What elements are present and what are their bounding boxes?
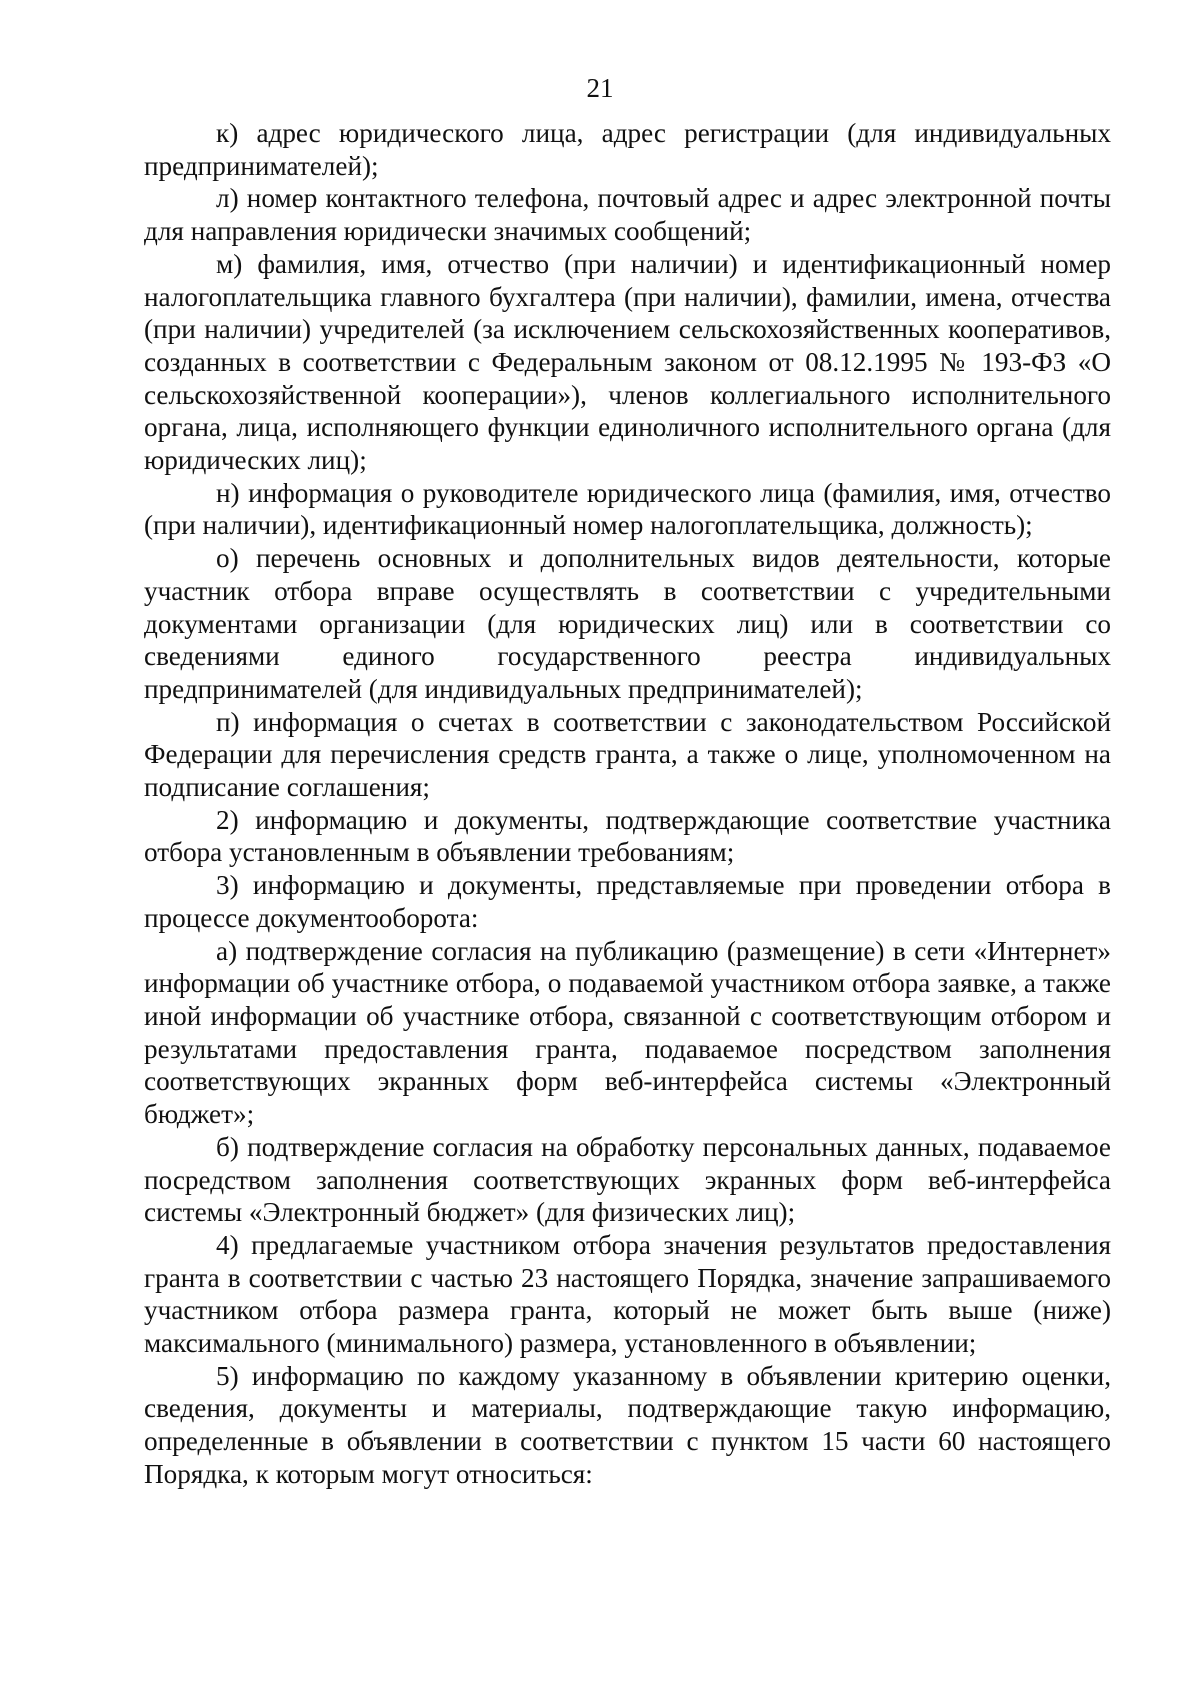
paragraph-5-criteria: 5) информацию по каждому указанному в объявлении критерию оценки, сведения, документы и материалы, подтверждающие такую информацию, определенные в объявлении в соответствии с пунктом 15 части 60 настоящего Порядка, к которым могут относиться:: [144, 1360, 1111, 1489]
paragraph-o-activities: о) перечень основных и дополнительных видов деятельности, которые участник отбора вправе осуществлять в соответствии с учредительными документами организации (для юридических лиц) или в соответствии со сведениями единого государственного реестра индивидуальных предпринимателей (для индивидуальных предпринимателей);: [144, 543, 1111, 704]
document-body: [144, 117, 1111, 1491]
paragraph-4-grant-values: 4) предлагаемые участником отбора значения результатов предоставления гранта в соответствии с частью 23 настоящего Порядка, значение запрашиваемого участником отбора размера гранта, который не может быть выше (ниже) максимального (минимального) размера, установленного в объявлении;: [144, 1229, 1111, 1359]
paragraph-n-head-info: н) информация о руководителе юридического лица (фамилия, имя, отчество (при наличии), идентификационный номер налогоплательщика, должность);: [144, 477, 1111, 541]
paragraph-m-founders: м) фамилия, имя, отчество (при наличии) и идентификационный номер налогоплательщика главного бухгалтера (при наличии), фамилии, имена, отчества (при наличии) учредителей (за исключением сельскохозяйственных кооперативов, созданных в соответствии с Федеральным законом от 08.12.1995 № 193-ФЗ «О сельскохозяйственной кооперации»), членов коллегиального исполнительного органа, лица, исполняющего функции единоличного исполнительного органа (для юридических лиц);: [144, 248, 1111, 476]
paragraph-k-legal-address: к) адрес юридического лица, адрес регистрации (для индивидуальных предпринимателей);: [144, 118, 1111, 181]
paragraph-3-documents: 3) информацию и документы, представляемые при проведении отбора в процессе документооборота:: [144, 870, 1111, 933]
paragraph-l-contacts: л) номер контактного телефона, почтовый адрес и адрес электронной почты для направления юридически значимых сообщений;: [144, 183, 1111, 247]
paragraph-b-data-consent: б) подтверждение согласия на обработку персональных данных, подаваемое посредством заполнения соответствующих экранных форм веб-интерфейса системы «Электронный бюджет» (для физических лиц);: [144, 1131, 1111, 1228]
paragraph-p-accounts: п) информация о счетах в соответствии с законодательством Российской Федерации для перечисления средств гранта, а также о лице, уполномоченном на подписание соглашения;: [144, 706, 1111, 803]
page-number: 21: [586, 73, 614, 103]
paragraph-a-publication-consent: а) подтверждение согласия на публикацию (размещение) в сети «Интернет» информации об участнике отбора, о подаваемой участником отбора заявке, а также иной информации об участнике отбора, связанной с соответствующим отбором и результатами предоставления гранта, подаваемое посредством заполнения соответствующих экранных форм веб-интерфейса системы «Электронный бюджет»;: [144, 935, 1111, 1130]
paragraph-2-requirements: 2) информацию и документы, подтверждающие соответствие участника отбора установленным в объявлении требованиям;: [144, 804, 1111, 868]
